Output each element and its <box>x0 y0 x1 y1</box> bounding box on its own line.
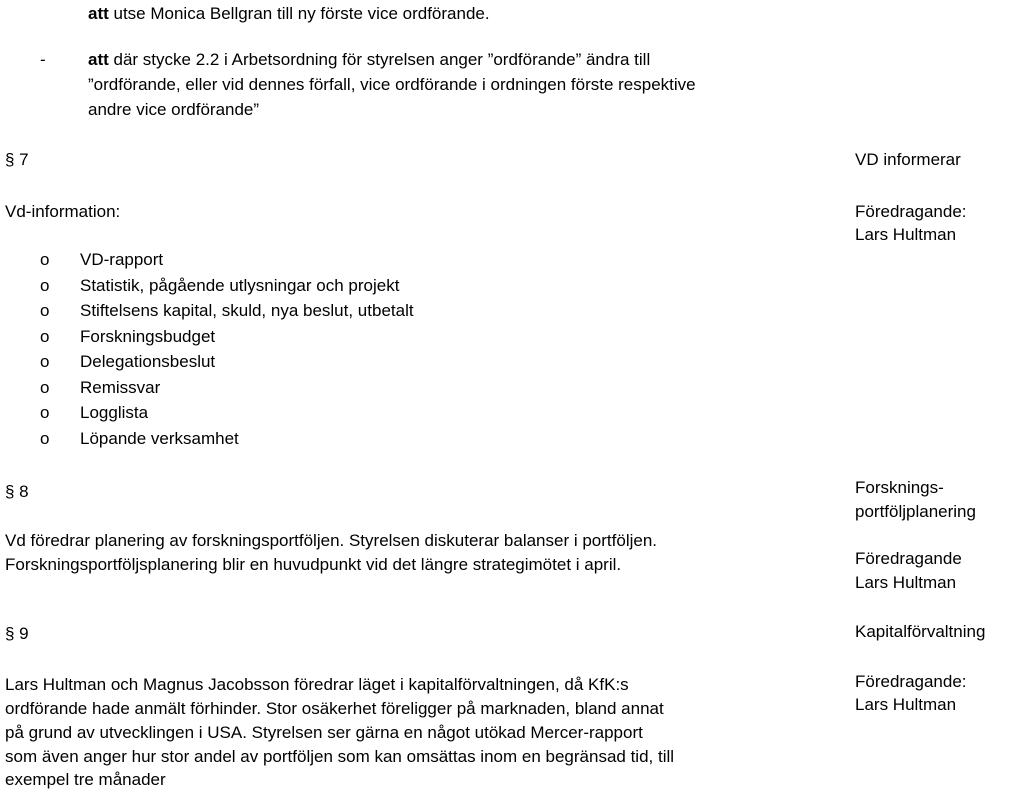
list-item-text: Statistik, pågående utlysningar och projekt <box>80 275 400 295</box>
intro-line-2-text: där stycke 2.2 i Arbetsordning för styrelsen anger ”ordförande” ändra till <box>108 50 651 69</box>
section-7-presenter-name: Lars Hultman <box>855 225 957 244</box>
section-9-body-line-5: exempel tre månader <box>5 770 166 789</box>
intro-att-2: att <box>88 50 109 69</box>
section-8-body-line-1: Vd föredrar planering av forskningsportföljen. Styrelsen diskuterar balanser i portföljen. <box>5 531 658 550</box>
intro-att-1: att <box>88 4 109 23</box>
bullet-marker: o <box>40 275 50 295</box>
section-9-heading: § 9 <box>5 624 29 643</box>
section-7-presenter-label: Föredragande: <box>855 202 967 221</box>
section-7-list <box>0 248 600 458</box>
list-item-text: Löpande verksamhet <box>80 428 239 448</box>
bullet-marker: o <box>40 250 50 269</box>
section-8-heading: § 8 <box>5 482 29 501</box>
bullet-marker: o <box>40 428 50 448</box>
intro-line-1 <box>88 2 490 26</box>
list-item-text: VD-rapport <box>80 250 164 269</box>
section-8-body-line-2: Forskningsportföljsplanering blir en huvudpunkt vid det längre strategimötet i april. <box>5 555 622 574</box>
list-item-text: Logglista <box>80 403 149 422</box>
intro-line-1-text: utse Monica Bellgran till ny förste vice ordförande. <box>108 4 490 23</box>
list-item-text: Delegationsbeslut <box>80 352 216 371</box>
section-9-presenter-label: Föredragande: <box>855 672 967 691</box>
section-8-side-title-1: Forsknings- <box>855 478 944 497</box>
bullet-marker: o <box>40 403 50 422</box>
list-item-text: Stiftelsens kapital, skuld, nya beslut, utbetalt <box>80 301 414 320</box>
section-7-heading: § 7 <box>5 150 29 169</box>
intro-line-3: ”ordförande, eller vid dennes förfall, vice ordförande i ordningen förste respektive <box>88 75 696 94</box>
section-8-presenter-name: Lars Hultman <box>855 573 957 592</box>
section-8-presenter-label: Föredragande <box>855 549 962 568</box>
list-item-text: Remissvar <box>80 377 161 397</box>
section-7-label: Vd-information: <box>5 202 121 221</box>
intro-line-2 <box>88 48 650 72</box>
section-9-presenter-name: Lars Hultman <box>855 695 957 714</box>
bullet-marker: o <box>40 377 50 397</box>
intro-dash: - <box>40 50 46 69</box>
section-8-side-title-2: portföljplanering <box>855 502 976 521</box>
list-item-text: Forskningsbudget <box>80 326 216 346</box>
section-7-side-title: VD informerar <box>855 150 961 169</box>
section-9-body-line-3: på grund av utvecklingen i USA. Styrelsen ser gärna en något utökad Mercer-rapport <box>5 723 643 742</box>
bullet-marker: o <box>40 352 50 371</box>
section-9-body-line-1: Lars Hultman och Magnus Jacobsson föredrar läget i kapitalförvaltningen, då KfK:s <box>5 675 629 694</box>
intro-line-4: andre vice ordförande” <box>88 100 260 119</box>
bullet-marker: o <box>40 326 50 346</box>
section-9-side-title: Kapitalförvaltning <box>855 622 986 641</box>
section-9-body-line-2: ordförande hade anmält förhinder. Stor osäkerhet föreligger på marknaden, bland annat <box>5 699 664 718</box>
section-9-body-line-4: som även anger hur stor andel av portföljen som kan omsättas inom en begränsad tid, till <box>5 747 675 766</box>
bullet-marker: o <box>40 301 50 320</box>
